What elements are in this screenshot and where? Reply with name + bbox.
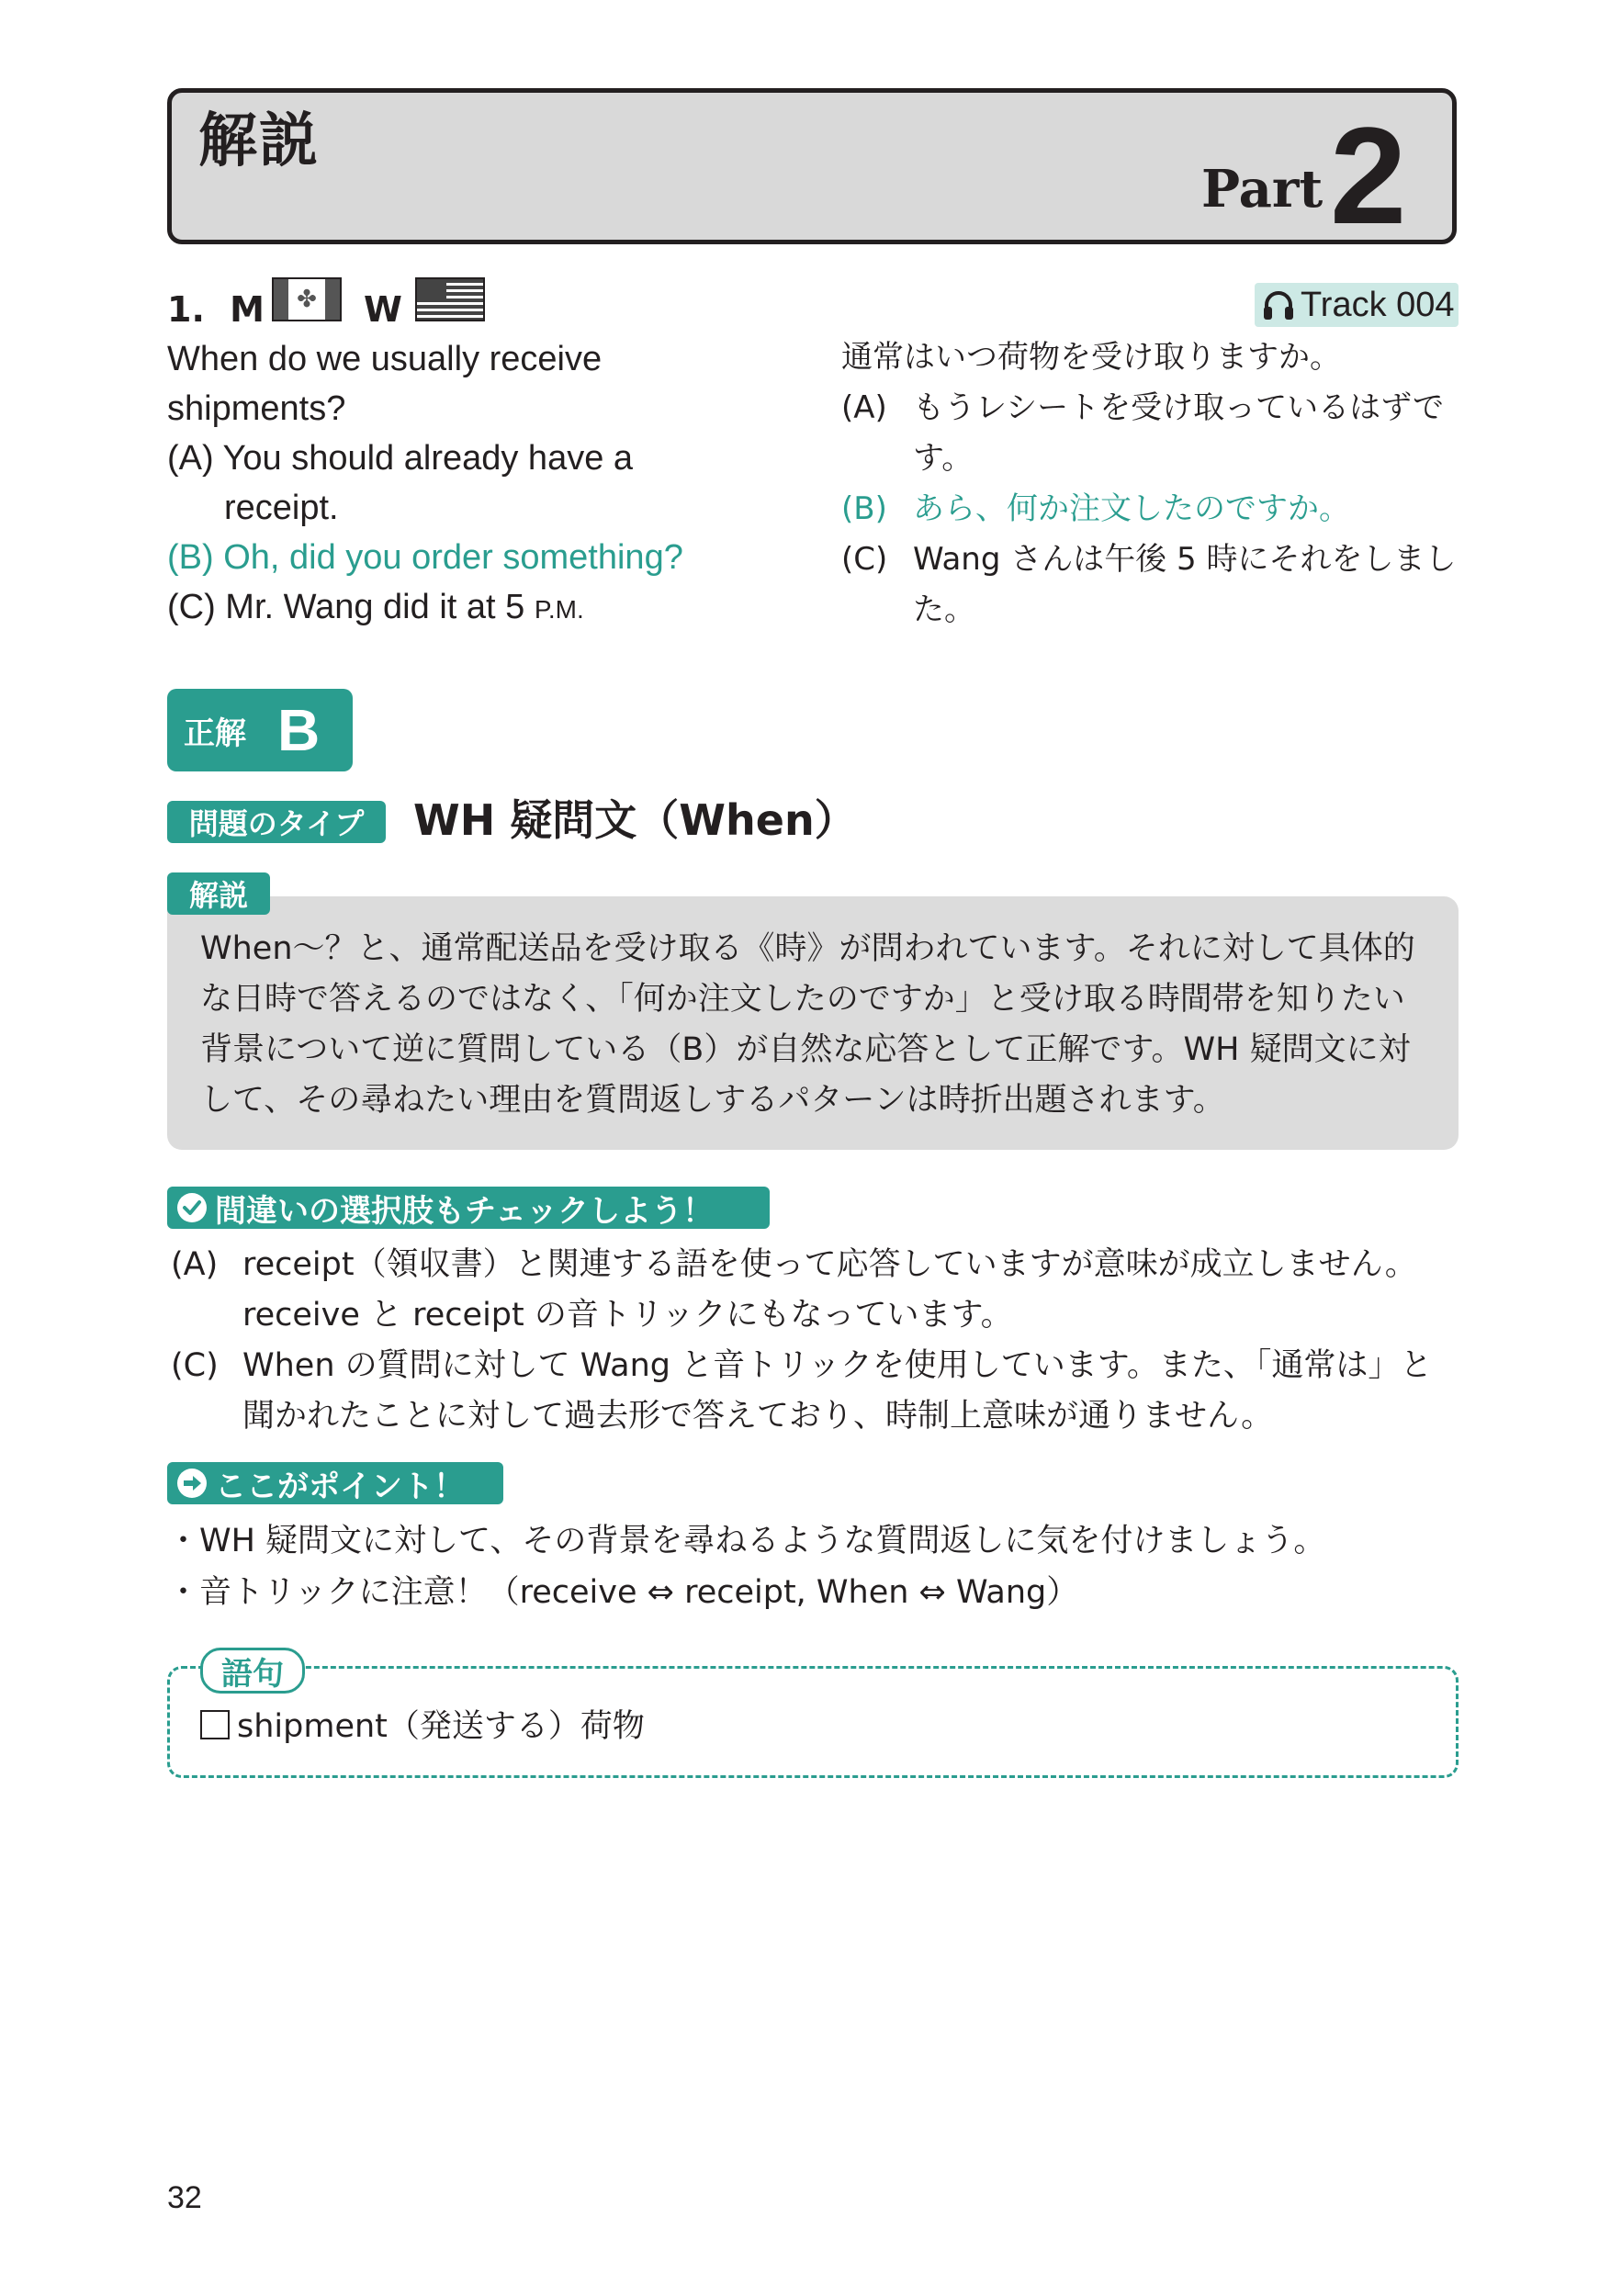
en-question-line-2: shipments?: [167, 389, 346, 428]
question-type-tag: 問題のタイプ: [167, 801, 386, 843]
point-tag: [167, 1462, 503, 1504]
check-circle-icon: [176, 1192, 208, 1223]
wrong-choice-a-label: (A): [171, 1246, 219, 1283]
wrong-choice-c: [167, 1341, 1462, 1442]
canada-flag-icon: ✤: [272, 277, 342, 321]
question-number-text: 1.: [167, 289, 205, 330]
answer-value: B: [277, 697, 321, 763]
track-badge[interactable]: [1255, 283, 1459, 327]
usa-flag-icon: [415, 277, 485, 321]
answer-label: 正解: [184, 715, 246, 752]
speaker-1-label: M: [230, 289, 265, 330]
jp-option-c: [841, 535, 1466, 636]
jp-option-c-label: (C): [841, 541, 888, 578]
explanation-text: When～？と、通常配送品を受け取る《時》が問われています。それに対して具体的な日時で答えるのではなく、「何か注文したのですか」と受け取る時間帯を知りたい背景について逆に質問している（B）が自然な応答として正解です。WH 疑問文に対して、その尋ねたい理由を質問返しするパターンは時折出題されます。: [200, 930, 1415, 1119]
explanation-tag: 解説: [167, 872, 270, 915]
japanese-translation-block: [841, 332, 1466, 636]
vocab-item-text: shipment（発送する）荷物: [237, 1708, 645, 1745]
point-list: [167, 1515, 1462, 1618]
jp-question: 通常はいつ荷物を受け取りますか。: [841, 339, 1341, 376]
jp-option-a: [841, 383, 1466, 484]
wrong-choice-c-text: When の質問に対して Wang と音トリックを使用しています。また、「通常は」と聞かれたことに対して過去形で答えており、時制上意味が通りません。: [242, 1347, 1433, 1435]
en-option-a-cont: receipt.: [224, 489, 339, 527]
vocab-checkbox[interactable]: [200, 1710, 230, 1739]
vocab-tag: 語句: [200, 1648, 305, 1694]
page-number: 32: [167, 2180, 202, 2215]
jp-option-b-text: あら、何か注文したのですか。: [913, 490, 1350, 527]
jp-option-a-label: (A): [841, 389, 887, 426]
jp-option-a-text: もうレシートを受け取っているはずです。: [913, 389, 1445, 477]
jp-option-c-text: Wang さんは午後 5 時にそれをしました。: [913, 541, 1457, 628]
point-item-2: ・音トリックに注意！（receive ⇔ receipt, When ⇔ Wang）: [167, 1574, 1079, 1611]
wrong-choice-c-label: (C): [171, 1347, 219, 1384]
question-type-value: WH 疑問文（When）: [413, 795, 857, 845]
en-option-c-pm: P.M.: [534, 595, 584, 624]
english-question-block: [167, 334, 810, 635]
en-question-line-1: When do we usually receive: [167, 340, 603, 378]
answer-badge: [167, 689, 353, 771]
point-label: ここがポイント！: [215, 1468, 465, 1505]
wrong-choices-tag: [167, 1187, 770, 1229]
track-label: Track 004: [1301, 285, 1455, 324]
headphones-icon: [1262, 288, 1295, 321]
question-number: [167, 289, 265, 330]
page-title: 解説: [198, 107, 320, 175]
part-label: Part: [1201, 159, 1324, 219]
en-option-c: [167, 582, 810, 635]
vocab-item: [200, 1701, 645, 1752]
jp-option-b: [841, 484, 1466, 535]
wrong-choice-a: [167, 1240, 1462, 1341]
explanation-box: [167, 896, 1459, 1150]
wrong-choice-a-text: receipt（領収書）と関連する語を使って応答していますが意味が成立しません。receive と receipt の音トリックにもなっています。: [242, 1246, 1417, 1334]
en-option-b: (B) Oh, did you order something?: [167, 538, 683, 577]
wrong-choices-label: 間違いの選択肢もチェックしよう！: [215, 1192, 714, 1230]
arrow-circle-icon: [176, 1468, 208, 1499]
part-number: 2: [1330, 98, 1403, 253]
en-option-a: (A) You should already have a: [167, 439, 634, 478]
jp-option-b-label: (B): [841, 490, 887, 527]
en-option-c-text: (C) Mr. Wang did it at 5: [167, 588, 535, 626]
point-item-1: ・WH 疑問文に対して、その背景を尋ねるような質問返しに気を付けましょう。: [167, 1523, 1326, 1559]
wrong-choices-list: [167, 1240, 1462, 1442]
speaker-2-label: W: [364, 289, 402, 330]
